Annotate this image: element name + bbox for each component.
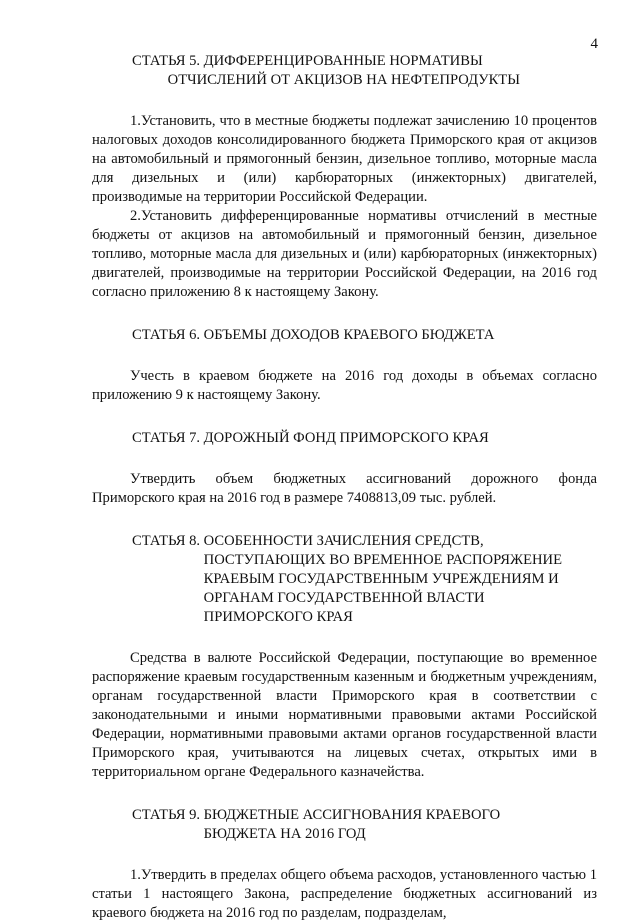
article-number: СТАТЬЯ 8. xyxy=(132,533,204,549)
title-line: БЮДЖЕТНЫЕ АССИГНОВАНИЯ КРАЕВОГО xyxy=(203,807,501,823)
article-title xyxy=(204,326,495,345)
article-6 xyxy=(92,326,597,405)
title-line: ОТЧИСЛЕНИЙ ОТ АКЦИЗОВ НА НЕФТЕПРОДУКТЫ xyxy=(167,72,520,88)
article-9 xyxy=(92,806,597,923)
article-8 xyxy=(92,532,597,782)
article-5 xyxy=(92,52,597,302)
title-line: ОБЪЕМЫ ДОХОДОВ КРАЕВОГО БЮДЖЕТА xyxy=(203,327,495,343)
article-number: СТАТЬЯ 9. xyxy=(132,807,204,823)
article-heading xyxy=(92,429,597,448)
title-line: ДИФФЕРЕНЦИРОВАННЫЕ НОРМАТИВЫ xyxy=(203,53,483,69)
paragraph: Средства в валюте Российской Федерации, поступающие во временное распоряжение краевым государственным казенным и бюджетным учреждениям, органам государственной власти Приморского края в соответствии с законодательными и иными нормативными правовыми актами Российской Федерации, нормативными правовыми актами органов государственной власти Приморского края, учитываются на лицевых счетах, открытых ими в территориальном органе Федерального казначейства. xyxy=(92,650,597,780)
title-line: ОСОБЕННОСТИ ЗАЧИСЛЕНИЯ СРЕДСТВ, xyxy=(203,533,484,549)
title-line: ПОСТУПАЮЩИХ ВО ВРЕМЕННОЕ РАСПОРЯЖЕНИЕ xyxy=(203,552,562,568)
article-heading xyxy=(92,326,597,345)
article-heading xyxy=(92,806,597,844)
title-line: ПРИМОРСКОГО КРАЯ xyxy=(203,609,353,625)
title-line: КРАЕВЫМ ГОСУДАРСТВЕННЫМ УЧРЕЖДЕНИЯМ И xyxy=(203,571,559,587)
article-number: СТАТЬЯ 6. xyxy=(132,327,204,343)
paragraph: Утвердить объем бюджетных ассигнований дорожного фонда Приморского края на 2016 год в размере 7408813,09 тыс. рублей. xyxy=(92,471,597,506)
article-heading xyxy=(92,532,597,627)
title-line: ДОРОЖНЫЙ ФОНД ПРИМОРСКОГО КРАЯ xyxy=(203,430,489,446)
document-body xyxy=(92,52,597,923)
paragraph: 1.Установить, что в местные бюджеты подлежат зачислению 10 процентов налоговых доходов консолидированного бюджета Приморского края от акцизов на автомобильный и прямогонный бензин, дизельное топливо, моторные масла для дизельных и (или) карбюраторных (инжекторных) двигателей, производимые на территории Российской Федерации. xyxy=(92,113,597,205)
article-heading xyxy=(92,52,597,90)
article-title xyxy=(204,429,489,448)
article-number: СТАТЬЯ 5. xyxy=(132,53,204,69)
article-7 xyxy=(92,429,597,508)
article-title xyxy=(204,532,562,627)
paragraph: 2.Установить дифференцированные нормативы отчислений в местные бюджеты от акцизов на автомобильный и прямогонный бензин, дизельное топливо, моторные масла для дизельных и (или) карбюраторных (инжекторных) двигателей, производимые на территории Российской Федерации, на 2016 год согласно приложению 8 к настоящему Закону. xyxy=(92,208,597,300)
paragraph: Учесть в краевом бюджете на 2016 год доходы в объемах согласно приложению 9 к настоящему Закону. xyxy=(92,368,597,403)
page-number: 4 xyxy=(590,36,598,52)
title-line: ОРГАНАМ ГОСУДАРСТВЕННОЙ ВЛАСТИ xyxy=(203,590,485,606)
article-title xyxy=(204,806,500,844)
article-number: СТАТЬЯ 7. xyxy=(132,430,204,446)
title-line: БЮДЖЕТА НА 2016 ГОД xyxy=(203,826,366,842)
paragraph: 1.Утвердить в пределах общего объема расходов, установленного частью 1 статьи 1 настоящего Закона, распределение бюджетных ассигнований из краевого бюджета на 2016 год по разделам, подразделам, xyxy=(92,867,597,921)
